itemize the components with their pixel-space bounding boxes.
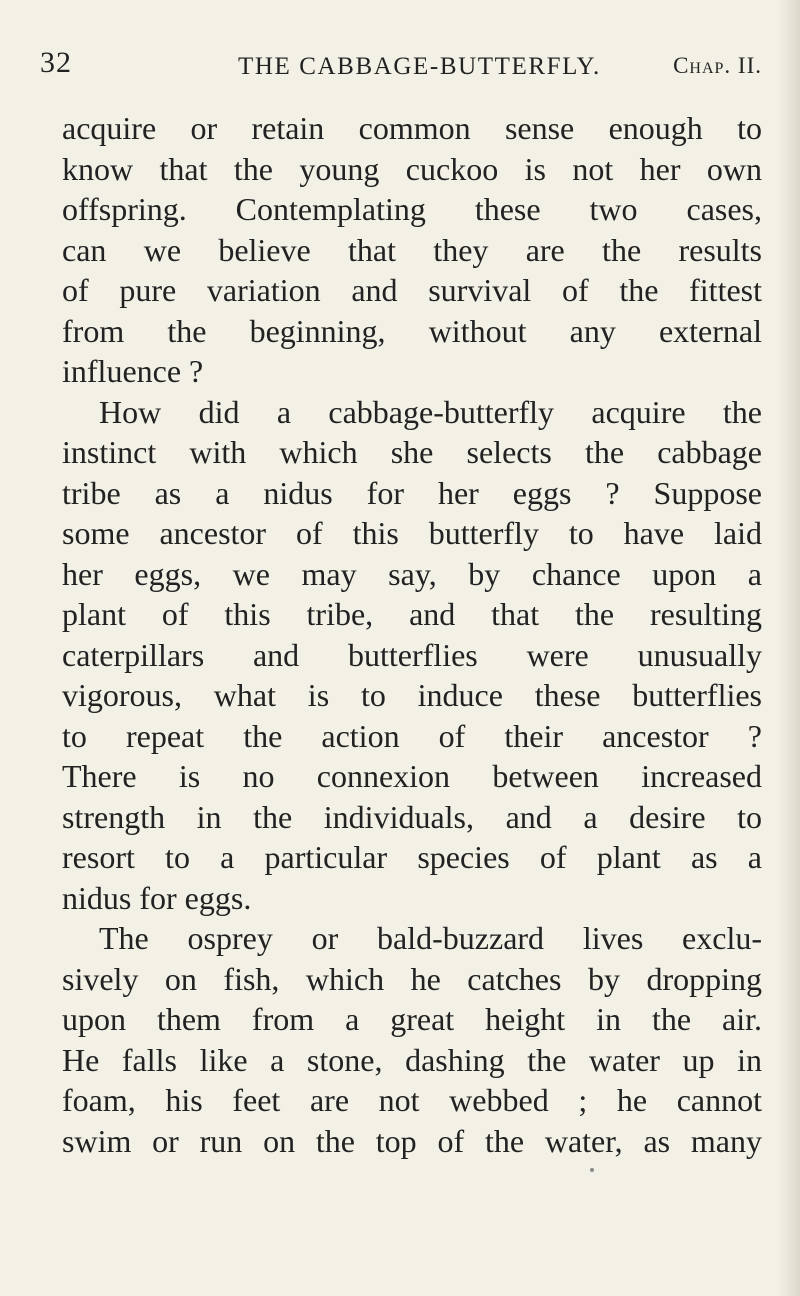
- text-line: upon them from a great height in the air.: [62, 1001, 762, 1037]
- text-line: strength in the individuals, and a desire to: [62, 798, 762, 835]
- text-line: influence ?: [62, 353, 204, 389]
- text-line: swim or run on the top of the water, as many: [62, 1122, 762, 1159]
- text-line: of pure variation and survival of the fittest: [62, 272, 762, 308]
- text-line: from the beginning, without any external: [62, 312, 762, 349]
- text-line: her eggs, we may say, by chance upon a: [62, 555, 762, 592]
- text-line: resort to a particular species of plant as a: [62, 839, 762, 875]
- text-line: caterpillars and butterflies were unusually: [62, 636, 762, 673]
- page-edge-shadow: [778, 0, 800, 1296]
- text-line: nidus for eggs.: [62, 879, 252, 916]
- text-line: acquire or retain common sense enough to: [62, 110, 762, 146]
- paragraph-start-line: The osprey or bald-buzzard lives exclu-: [99, 920, 762, 956]
- running-head: THE CABBAGE-BUTTERFLY.: [238, 53, 601, 80]
- text-line: can we believe that they are the results: [62, 231, 762, 268]
- page-header: [40, 44, 762, 84]
- paragraph-start-line: How did a cabbage-butterfly acquire the: [99, 393, 762, 430]
- text-line: foam, his feet are not webbed ; he cannot: [62, 1082, 762, 1118]
- ink-speck: [590, 1168, 594, 1172]
- text-line: plant of this tribe, and that the resulting: [62, 596, 762, 632]
- text-line: There is no connexion between increased: [62, 758, 762, 794]
- body-text: [62, 108, 762, 1161]
- chapter-label: Chap. II.: [673, 53, 762, 78]
- text-line: tribe as a nidus for her eggs ? Suppose: [62, 474, 762, 511]
- page-number: 32: [40, 46, 72, 79]
- text-line: vigorous, what is to induce these butterflies: [62, 677, 762, 713]
- text-line: He falls like a stone, dashing the water up in: [62, 1041, 762, 1078]
- text-line: sively on fish, which he catches by dropping: [62, 960, 762, 997]
- text-line: instinct with which she selects the cabbage: [62, 434, 762, 470]
- text-line: some ancestor of this butterfly to have laid: [62, 515, 762, 551]
- text-line: to repeat the action of their ancestor ?: [62, 717, 762, 754]
- text-line: offspring. Contemplating these two cases,: [62, 191, 762, 227]
- text-line: know that the young cuckoo is not her own: [62, 150, 762, 187]
